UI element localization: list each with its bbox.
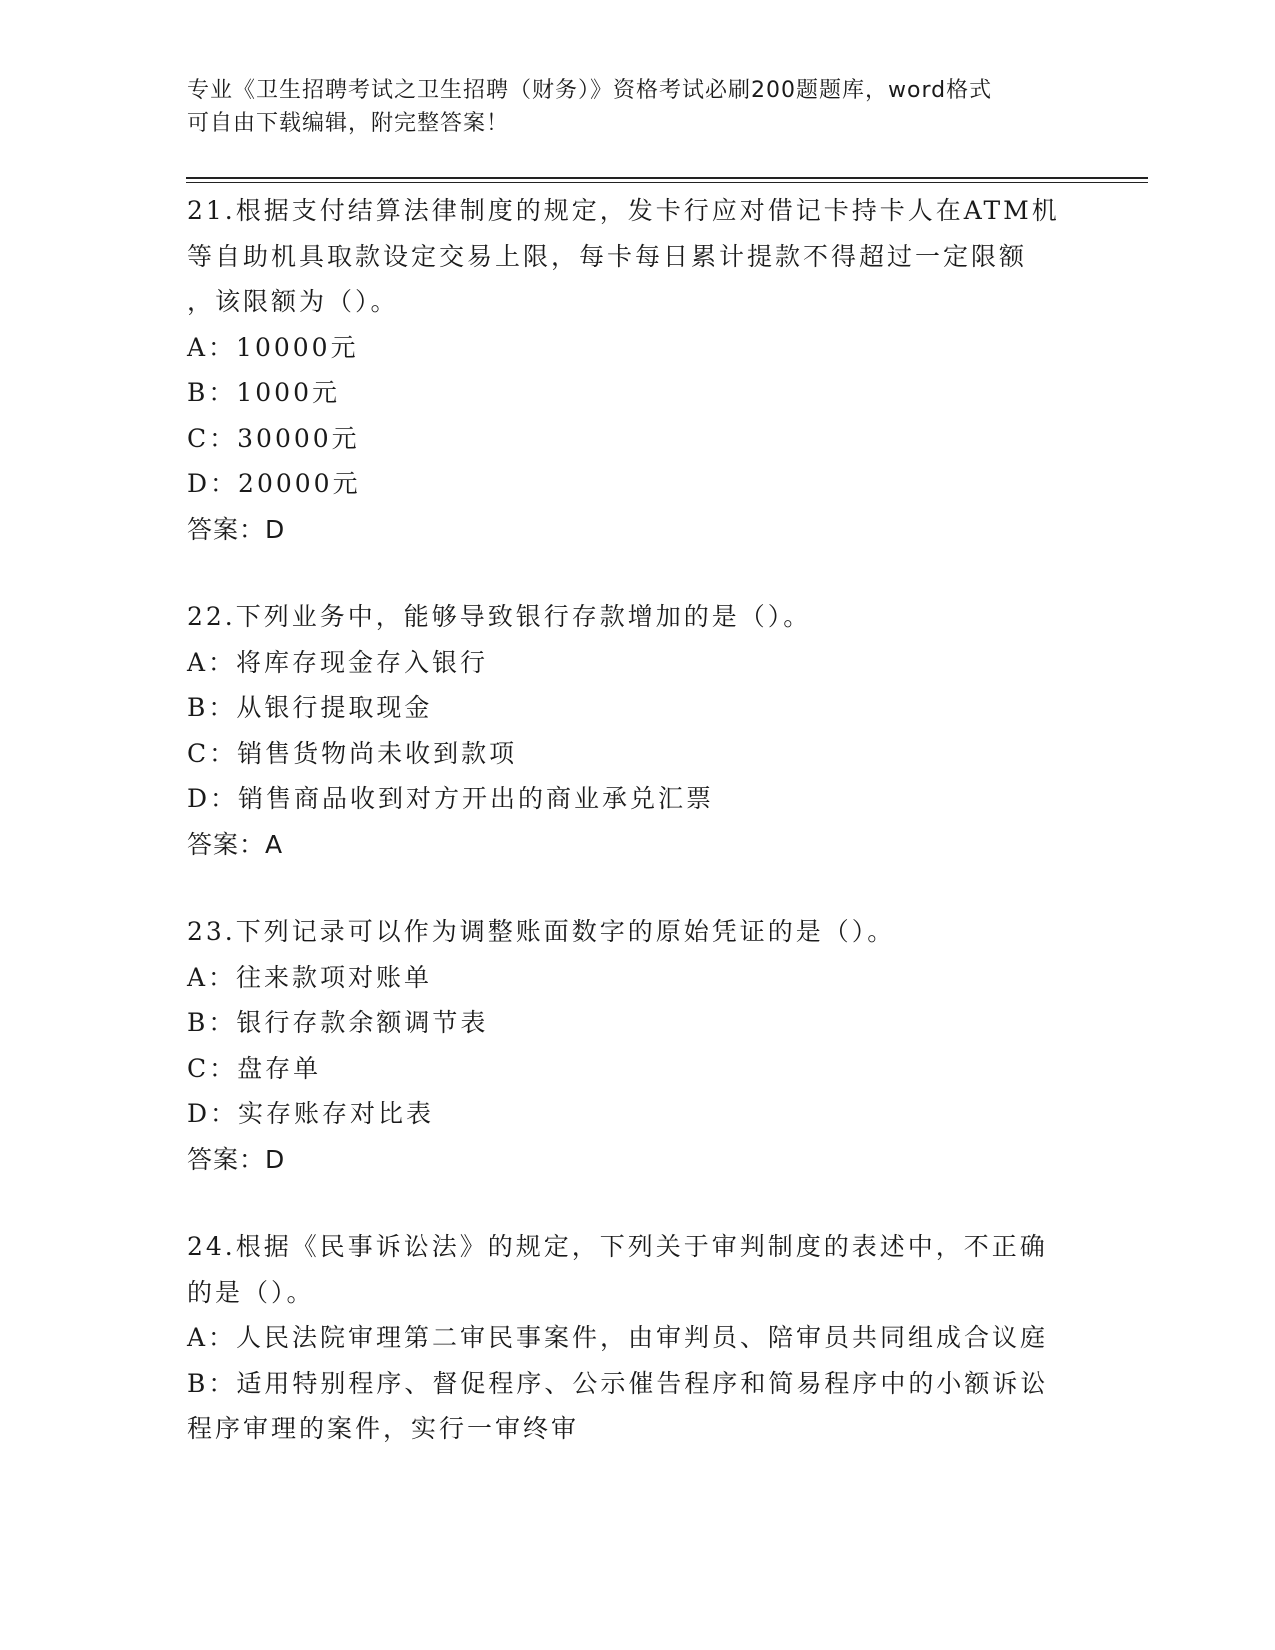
option-b: B：从银行提取现金: [187, 693, 433, 722]
question-stem: [187, 909, 1087, 955]
header-divider-thick: [186, 177, 1148, 179]
question-24: [187, 1224, 1087, 1452]
question-stem-line: ，该限额为（）。: [187, 287, 399, 316]
option-a: A：往来款项对账单: [187, 962, 433, 992]
option-c: C：30000元: [187, 423, 360, 453]
header-line-1: 专业《卫生招聘考试之卫生招聘（财务）》资格考试必刷200题题库，word格式: [187, 78, 993, 103]
answer: 答案：D: [187, 514, 286, 544]
option-d: D：实存账存对比表: [187, 1099, 435, 1128]
question-stem-line: 23.下列记录可以作为调整账面数字的原始凭证的是（）。: [187, 917, 896, 946]
option-a: A：10000元: [187, 332, 359, 362]
question-stem: [187, 1224, 1087, 1315]
document-header: [187, 74, 1087, 140]
question-stem: [187, 594, 1087, 640]
answer: 答案：A: [187, 829, 284, 859]
option-d: D：销售商品收到对方开出的商业承兑汇票: [187, 784, 715, 813]
question-list: [187, 188, 1087, 1494]
option-b-continued: 程序审理的案件，实行一审终审: [187, 1414, 580, 1443]
answer: 答案：D: [187, 1144, 286, 1174]
option-d: D：20000元: [187, 469, 361, 498]
option-a: A：人民法院审理第二审民事案件，由审判员、陪审员共同组成合议庭: [187, 1323, 1049, 1352]
question-21: [187, 188, 1087, 552]
question-23: [187, 909, 1087, 1182]
question-stem-line: 21.根据支付结算法律制度的规定，发卡行应对借记卡持卡人在ATM机: [187, 196, 1060, 225]
option-b: B：1000元: [187, 378, 340, 407]
question-22: [187, 594, 1087, 867]
option-c: C：销售货物尚未收到款项: [187, 738, 518, 768]
header-divider-thin: [186, 182, 1148, 183]
question-stem-line: 24.根据《民事诉讼法》的规定，下列关于审判制度的表述中，不正确: [187, 1232, 1048, 1261]
question-stem: [187, 188, 1087, 325]
header-line-2: 可自由下载编辑，附完整答案！: [187, 111, 510, 136]
option-b: B：银行存款余额调节表: [187, 1008, 489, 1037]
option-a: A：将库存现金存入银行: [187, 647, 489, 677]
option-c: C：盘存单: [187, 1053, 322, 1083]
question-stem-line: 的是（）。: [187, 1277, 315, 1307]
option-b: B：适用特别程序、督促程序、公示催告程序和简易程序中的小额诉讼: [187, 1368, 1049, 1398]
question-stem-line: 22.下列业务中，能够导致银行存款增加的是（）。: [187, 602, 812, 631]
question-stem-line: 等自助机具取款设定交易上限，每卡每日累计提款不得超过一定限额: [187, 241, 1028, 271]
